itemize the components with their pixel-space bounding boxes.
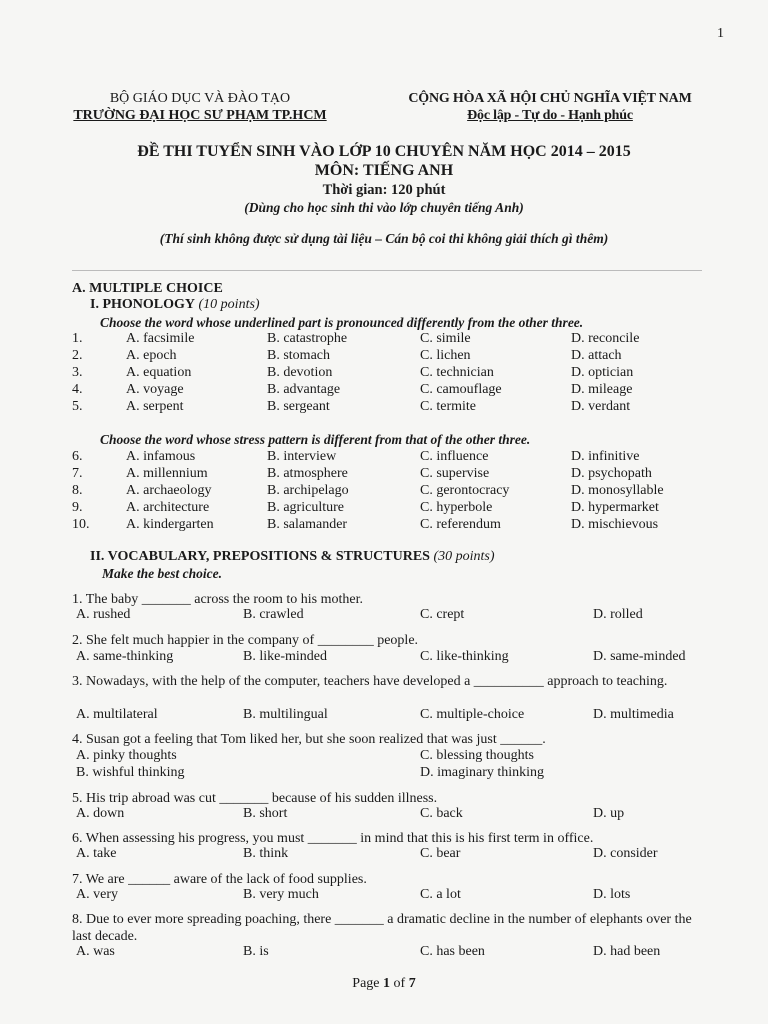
page-footer — [0, 976, 768, 992]
question-text: 5. His trip abroad was cut _______ because of his sudden illness. — [72, 791, 438, 806]
phonology-item — [0, 365, 768, 382]
option-d: D. attach — [571, 348, 622, 363]
ministry-name: BỘ GIÁO DỤC VÀ ĐÀO TẠO — [109, 91, 291, 106]
option-d: D. optician — [571, 365, 634, 380]
option-d: D. reconcile — [571, 331, 640, 346]
option-b: B. is — [243, 944, 269, 959]
question-text: 6. When assessing his progress, you must _______ in mind that this is his first term in office. — [72, 831, 594, 846]
option-d: D. multimedia — [593, 707, 674, 722]
option-a: A. voyage — [126, 382, 184, 397]
option-b: B. stomach — [267, 348, 330, 363]
option-b: B. agriculture — [267, 500, 344, 515]
item-number: 6. — [72, 449, 83, 464]
phonology-item — [0, 382, 768, 399]
question-text: 7. We are ______ aware of the lack of food supplies. — [72, 872, 367, 887]
option-c: C. bear — [420, 846, 461, 861]
option-c: C. camouflage — [420, 382, 502, 397]
option-a: A. kindergarten — [126, 517, 214, 532]
option-a: A. multilateral — [76, 707, 158, 722]
option-d: D. had been — [593, 944, 661, 959]
exam-time: Thời gian: 120 phút — [322, 182, 446, 198]
make-best-choice: Make the best choice. — [102, 566, 222, 581]
option-c: C. influence — [420, 449, 489, 464]
section-ii-heading — [90, 549, 495, 565]
header-right — [400, 90, 700, 124]
item-number: 4. — [72, 382, 83, 397]
instruction-pronunciation: Choose the word whose underlined part is pronounced differently from the other three. — [100, 315, 584, 330]
question-text: 8. Due to ever more spreading poaching, there _______ a dramatic decline in the number of elephants over the last decade. — [72, 912, 692, 944]
footer-page-word: Page — [352, 976, 380, 991]
option-d: D. imaginary thinking — [420, 765, 545, 780]
option-d: D. verdant — [571, 399, 631, 414]
exam-rules: (Thí sinh không được sử dụng tài liệu – Cán bộ coi thi không giải thích gì thêm) — [159, 231, 609, 246]
option-a: A. down — [76, 806, 125, 821]
option-c: C. multiple-choice — [420, 707, 525, 722]
section-i-title: I. PHONOLOGY — [90, 297, 196, 312]
option-b: B. advantage — [267, 382, 341, 397]
option-d: D. lots — [593, 887, 631, 902]
phonology-item — [0, 348, 768, 365]
motto-text: Độc lập - Tự do - Hạnh phúc — [467, 108, 633, 123]
footer-of-word: of — [393, 976, 406, 991]
country-name: CỘNG HÒA XÃ HỘI CHỦ NGHĨA VIỆT NAM — [408, 91, 692, 106]
option-a: A. pinky thoughts — [76, 748, 177, 763]
option-b: B. salamander — [267, 517, 348, 532]
question-options — [0, 765, 768, 782]
option-c: C. lichen — [420, 348, 471, 363]
option-c: C. blessing thoughts — [420, 748, 534, 763]
question-options — [0, 887, 768, 904]
option-b: B. very much — [243, 887, 319, 902]
stress-item — [0, 449, 768, 466]
phonology-item — [0, 399, 768, 416]
option-a: A. architecture — [126, 500, 210, 515]
option-b: B. wishful thinking — [76, 765, 185, 780]
option-c: C. a lot — [420, 887, 461, 902]
section-i-heading — [90, 297, 260, 313]
section-i-points: (10 points) — [198, 297, 260, 312]
question-options — [0, 748, 768, 765]
question-options — [0, 607, 768, 624]
option-d: D. mischievous — [571, 517, 659, 532]
option-c: C. like-thinking — [420, 649, 509, 664]
question-text: 2. She felt much happier in the company of ________ people. — [72, 633, 419, 648]
option-b: B. short — [243, 806, 288, 821]
option-a: A. same-thinking — [76, 649, 174, 664]
option-d: D. hypermarket — [571, 500, 659, 515]
option-a: A. equation — [126, 365, 192, 380]
exam-subject: MÔN: TIẾNG ANH — [314, 162, 454, 179]
exam-audience: (Dùng cho học sinh thi vào lớp chuyên tiếng Anh) — [244, 200, 524, 215]
option-a: A. epoch — [126, 348, 177, 363]
option-d: D. up — [593, 806, 625, 821]
item-number: 5. — [72, 399, 83, 414]
section-ii-title: II. VOCABULARY, PREPOSITIONS & STRUCTURES — [90, 549, 430, 564]
page-number-top: 1 — [717, 26, 724, 41]
stress-item — [0, 483, 768, 500]
option-a: A. serpent — [126, 399, 184, 414]
item-number: 1. — [72, 331, 83, 346]
option-c: C. back — [420, 806, 463, 821]
stress-item — [0, 500, 768, 517]
question-options — [0, 846, 768, 863]
option-c: C. crept — [420, 607, 465, 622]
question-options — [0, 806, 768, 823]
option-b: B. atmosphere — [267, 466, 348, 481]
option-c: C. referendum — [420, 517, 501, 532]
header-left — [70, 90, 330, 124]
option-a: A. very — [76, 887, 118, 902]
option-d: D. psychopath — [571, 466, 652, 481]
option-c: C. gerontocracy — [420, 483, 510, 498]
item-number: 8. — [72, 483, 83, 498]
option-a: A. facsimile — [126, 331, 195, 346]
option-d: D. same-minded — [593, 649, 686, 664]
footer-page-total: 7 — [408, 976, 416, 991]
item-number: 2. — [72, 348, 83, 363]
option-a: A. millennium — [126, 466, 208, 481]
option-c: C. has been — [420, 944, 485, 959]
option-b: B. catastrophe — [267, 331, 348, 346]
option-d: D. consider — [593, 846, 658, 861]
option-b: B. crawled — [243, 607, 304, 622]
stress-item — [0, 517, 768, 534]
option-b: B. sergeant — [267, 399, 330, 414]
divider — [72, 270, 702, 271]
phonology-item — [0, 331, 768, 348]
section-a-heading: A. MULTIPLE CHOICE — [72, 281, 223, 296]
question-text: 1. The baby _______ across the room to his mother. — [72, 592, 363, 607]
option-b: B. think — [243, 846, 289, 861]
option-b: B. archipelago — [267, 483, 349, 498]
option-b: B. like-minded — [243, 649, 327, 664]
option-c: C. technician — [420, 365, 494, 380]
option-b: B. interview — [267, 449, 337, 464]
question-options — [0, 649, 768, 666]
question-options — [0, 707, 768, 724]
motto — [400, 107, 700, 124]
option-c: C. termite — [420, 399, 476, 414]
exam-title: ĐỀ THI TUYỂN SINH VÀO LỚP 10 CHUYÊN NĂM HỌC 2014 – 2015 — [137, 143, 631, 160]
footer-page-num: 1 — [383, 976, 391, 991]
option-a: A. was — [76, 944, 115, 959]
option-c: C. hyperbole — [420, 500, 493, 515]
university-name-text: TRƯỜNG ĐẠI HỌC SƯ PHẠM TP.HCM — [73, 108, 327, 123]
item-number: 10. — [72, 517, 90, 532]
instruction-stress: Choose the word whose stress pattern is different from that of the other three. — [100, 432, 531, 447]
stress-item — [0, 466, 768, 483]
option-d: D. mileage — [571, 382, 633, 397]
option-b: B. devotion — [267, 365, 333, 380]
item-number: 7. — [72, 466, 83, 481]
option-c: C. supervise — [420, 466, 490, 481]
question-text: 3. Nowadays, with the help of the computer, teachers have developed a __________ approach to teaching. — [72, 674, 668, 689]
option-a: A. take — [76, 846, 117, 861]
university-name — [70, 107, 330, 124]
question-options — [0, 944, 768, 961]
option-d: D. rolled — [593, 607, 643, 622]
option-a: A. rushed — [76, 607, 131, 622]
option-a: A. archaeology — [126, 483, 212, 498]
item-number: 9. — [72, 500, 83, 515]
option-c: C. simile — [420, 331, 471, 346]
option-d: D. monosyllable — [571, 483, 664, 498]
section-ii-points: (30 points) — [433, 549, 495, 564]
option-a: A. infamous — [126, 449, 196, 464]
item-number: 3. — [72, 365, 83, 380]
option-b: B. multilingual — [243, 707, 328, 722]
option-d: D. infinitive — [571, 449, 640, 464]
question-text: 4. Susan got a feeling that Tom liked her, but she soon realized that was just ______. — [72, 732, 546, 747]
